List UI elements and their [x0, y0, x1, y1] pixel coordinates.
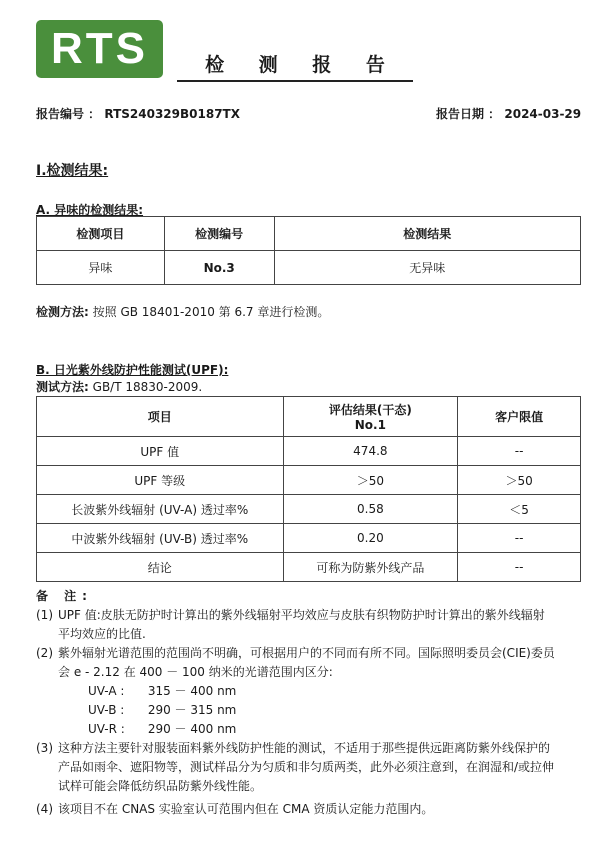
- note-4: [36, 800, 581, 819]
- section-a-title: A. 异味的检测结果:: [36, 203, 144, 217]
- col-header-limit: 客户限值: [458, 397, 581, 437]
- upf-result: 0.20: [283, 524, 458, 553]
- uv-name: UV-A :: [88, 684, 125, 698]
- upf-result: 474.8: [283, 437, 458, 466]
- table-row: [37, 466, 581, 495]
- table-row: [37, 437, 581, 466]
- section-title-results: I.检测结果:: [36, 163, 109, 179]
- upf-limit: --: [458, 524, 581, 553]
- table-header-row: [37, 397, 581, 437]
- col-header-item: 项目: [37, 397, 284, 437]
- upf-table: [36, 396, 581, 582]
- note-line: UPF 值:皮肤无防护时计算出的紫外线辐射平均效应与皮肤有织物防护时计算出的紫外线辐射: [58, 608, 545, 622]
- col-header-number: 检测编号: [164, 217, 274, 251]
- upf-method-label: 测试方法:: [36, 380, 89, 394]
- note-line: 紫外辐射光谱范围的范围尚不明确，可根据用户的不同而有所不同。国际照明委员会(CIE)委员: [58, 646, 555, 660]
- uv-range: 290 － 400 nm: [147, 722, 237, 736]
- col-header-result-label: 评估结果(干态): [328, 403, 412, 417]
- uv-range: 290 － 315 nm: [147, 703, 237, 717]
- note-line: 试样可能会降低纺织品防紫外线性能。: [58, 779, 263, 793]
- upf-method: [36, 378, 202, 395]
- table-row: [37, 524, 581, 553]
- table-row: [37, 553, 581, 582]
- title-underline: [177, 50, 413, 82]
- note-1: [36, 606, 581, 644]
- uv-name: UV-R :: [88, 722, 125, 736]
- note-line: 这种方法主要针对服装面料紫外线防护性能的测试，不适用于那些提供远距离防紫外线保护的: [58, 741, 551, 755]
- report-number-label: 报告编号 ：: [36, 107, 101, 121]
- note-3: [36, 739, 581, 796]
- note-line: 会 e - 2.12 在 400 － 100 纳米的光谱范围内区分:: [58, 665, 333, 679]
- col-header-result: [283, 397, 458, 437]
- notes-heading: 备 注:: [36, 589, 93, 603]
- odor-table: [36, 216, 581, 285]
- col-header-item: 检测项目: [37, 217, 165, 251]
- notes-section: [36, 587, 581, 819]
- report-date-value: 2024-03-29: [504, 107, 582, 121]
- uv-range: 315 － 400 nm: [147, 684, 237, 698]
- note-line: 产品如雨伞、遮阳物等，测试样品分为匀质和非匀质两类，此外必须注意到，在润湿和/或拉伸: [58, 760, 555, 774]
- note-number: (4): [36, 802, 53, 816]
- report-number-value: RTS240329B0187TX: [104, 107, 240, 121]
- note-2: [36, 644, 581, 739]
- upf-method-text: GB/T 18830-2009.: [92, 380, 203, 394]
- uv-range-row: [58, 701, 581, 720]
- upf-limit: ＞50: [458, 466, 581, 495]
- uv-range-row: [58, 682, 581, 701]
- upf-result: 0.58: [283, 495, 458, 524]
- note-line: 该项目不在 CNAS 实验室认可范围内但在 CMA 资质认定能力范围内。: [58, 802, 434, 816]
- section-b-title: B. 日光紫外线防护性能测试(UPF):: [36, 363, 229, 377]
- odor-method-text: 按照 GB 18401-2010 第 6.7 章进行检测。: [92, 305, 330, 319]
- logo-text: RTS: [51, 24, 148, 73]
- note-number: (1): [36, 608, 53, 622]
- report-date: [436, 105, 581, 122]
- table-header-row: [37, 217, 581, 251]
- col-header-result: 检测结果: [274, 217, 580, 251]
- report-date-label: 报告日期 ：: [436, 107, 501, 121]
- upf-result: 可称为防紫外线产品: [283, 553, 458, 582]
- uv-name: UV-B :: [88, 703, 125, 717]
- upf-item: UPF 等级: [37, 466, 284, 495]
- table-row: [37, 251, 581, 285]
- upf-item: UPF 值: [37, 437, 284, 466]
- report-number: [36, 105, 240, 122]
- upf-limit: --: [458, 437, 581, 466]
- odor-item: 异味: [37, 251, 165, 285]
- note-number: (2): [36, 646, 53, 660]
- note-number: (3): [36, 741, 53, 755]
- odor-number: No.3: [164, 251, 274, 285]
- report-title: 检 测 报 告: [205, 54, 399, 76]
- upf-item: 结论: [37, 553, 284, 582]
- upf-limit: --: [458, 553, 581, 582]
- table-row: [37, 495, 581, 524]
- uv-range-row: [58, 720, 581, 739]
- upf-result: ＞50: [283, 466, 458, 495]
- col-header-sample: No.1: [354, 418, 386, 432]
- odor-method: [36, 303, 329, 320]
- upf-limit: ＜5: [458, 495, 581, 524]
- odor-method-label: 检测方法:: [36, 305, 89, 319]
- upf-item: 长波紫外线辐射 (UV-A) 透过率%: [37, 495, 284, 524]
- upf-item: 中波紫外线辐射 (UV-B) 透过率%: [37, 524, 284, 553]
- odor-result: 无异味: [274, 251, 580, 285]
- rts-logo: [36, 20, 163, 78]
- note-line: 平均效应的比值.: [58, 627, 146, 641]
